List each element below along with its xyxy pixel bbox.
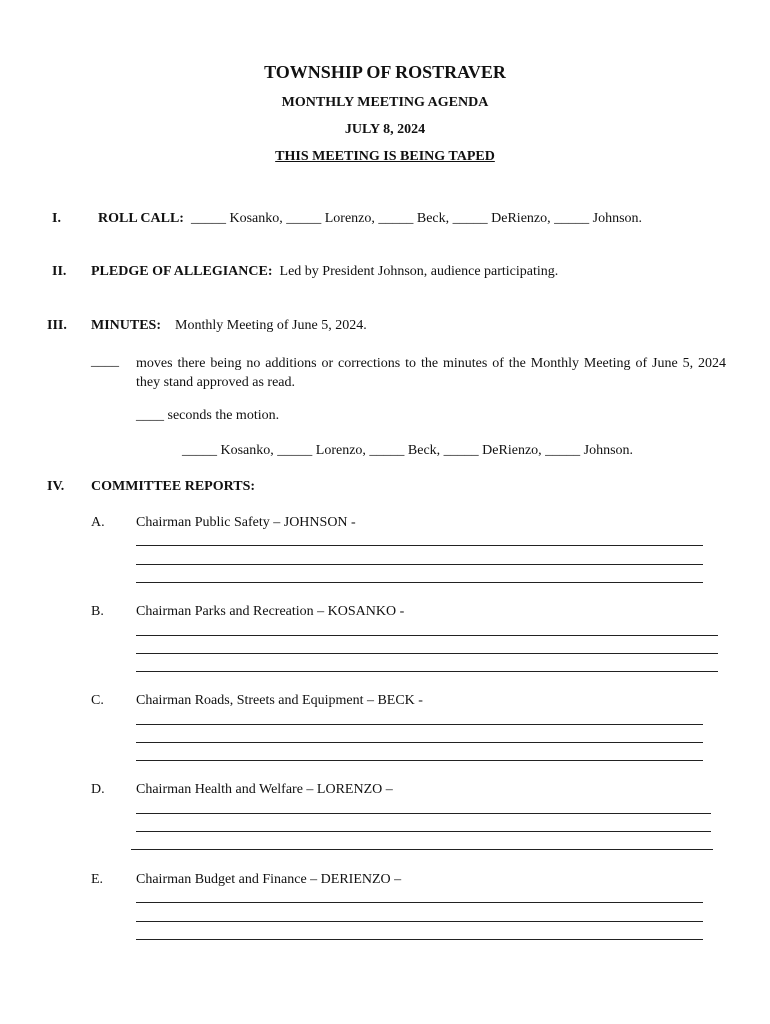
committee-letter-b: B.	[91, 604, 104, 619]
committee-letter-d: D.	[91, 782, 105, 797]
blank-line	[136, 902, 703, 903]
committee-letter-a: A.	[91, 515, 105, 530]
section-number-committees: IV.	[47, 479, 65, 494]
blank-line	[136, 921, 703, 922]
blank-line	[136, 939, 703, 940]
minutes-label: MINUTES:	[91, 318, 162, 333]
roll-call-label: ROLL CALL:	[98, 211, 184, 226]
blank-line	[136, 653, 718, 654]
blank-line	[136, 564, 703, 565]
motion-text: moves there being no additions or corrections to the minutes of the Monthly Meeting of June 5, 2024 they stand approved as read.	[136, 356, 726, 390]
committee-heading-e: Chairman Budget and Finance – DERIENZO –	[136, 872, 402, 887]
motion-blank: ____	[91, 354, 119, 369]
taping-notice: THIS MEETING IS BEING TAPED	[275, 149, 495, 164]
committee-heading-d: Chairman Health and Welfare – LORENZO –	[136, 782, 393, 797]
section-number-minutes: III.	[47, 318, 67, 333]
minutes-line	[91, 318, 367, 334]
second-text: ____ seconds the motion.	[136, 408, 280, 423]
blank-line	[136, 742, 703, 743]
blank-line	[136, 671, 718, 672]
blank-line	[136, 582, 703, 583]
committee-heading-b: Chairman Parks and Recreation – KOSANKO -	[136, 604, 405, 619]
section-number-roll-call: I.	[52, 211, 61, 226]
document-subtitle: MONTHLY MEETING AGENDA	[281, 95, 489, 110]
pledge-text: Led by President Johnson, audience participating.	[279, 264, 559, 279]
minutes-text: Monthly Meeting of June 5, 2024.	[175, 318, 367, 333]
meeting-date: JULY 8, 2024	[344, 122, 426, 137]
section-number-pledge: II.	[52, 264, 67, 279]
pledge-label: PLEDGE OF ALLEGIANCE:	[91, 264, 273, 279]
blank-line	[136, 635, 718, 636]
blank-line	[136, 813, 711, 814]
roll-call-names: _____ Kosanko, _____ Lorenzo, _____ Beck, _____ DeRienzo, _____ Johnson.	[190, 211, 643, 226]
blank-line	[136, 831, 711, 832]
document-title: TOWNSHIP OF ROSTRAVER	[264, 62, 506, 82]
roll-call-line	[98, 211, 642, 227]
blank-line	[136, 545, 703, 546]
blank-line	[136, 760, 703, 761]
vote-line: _____ Kosanko, _____ Lorenzo, _____ Beck, _____ DeRienzo, _____ Johnson.	[182, 443, 634, 458]
pledge-line	[91, 264, 558, 280]
blank-line	[131, 849, 713, 850]
committee-letter-c: C.	[91, 693, 104, 708]
blank-line	[136, 724, 703, 725]
committee-heading-c: Chairman Roads, Streets and Equipment – BECK -	[136, 693, 423, 708]
committee-letter-e: E.	[91, 872, 104, 887]
committee-heading-a: Chairman Public Safety – JOHNSON -	[136, 515, 356, 530]
committee-reports-label: COMMITTEE REPORTS:	[91, 479, 256, 494]
